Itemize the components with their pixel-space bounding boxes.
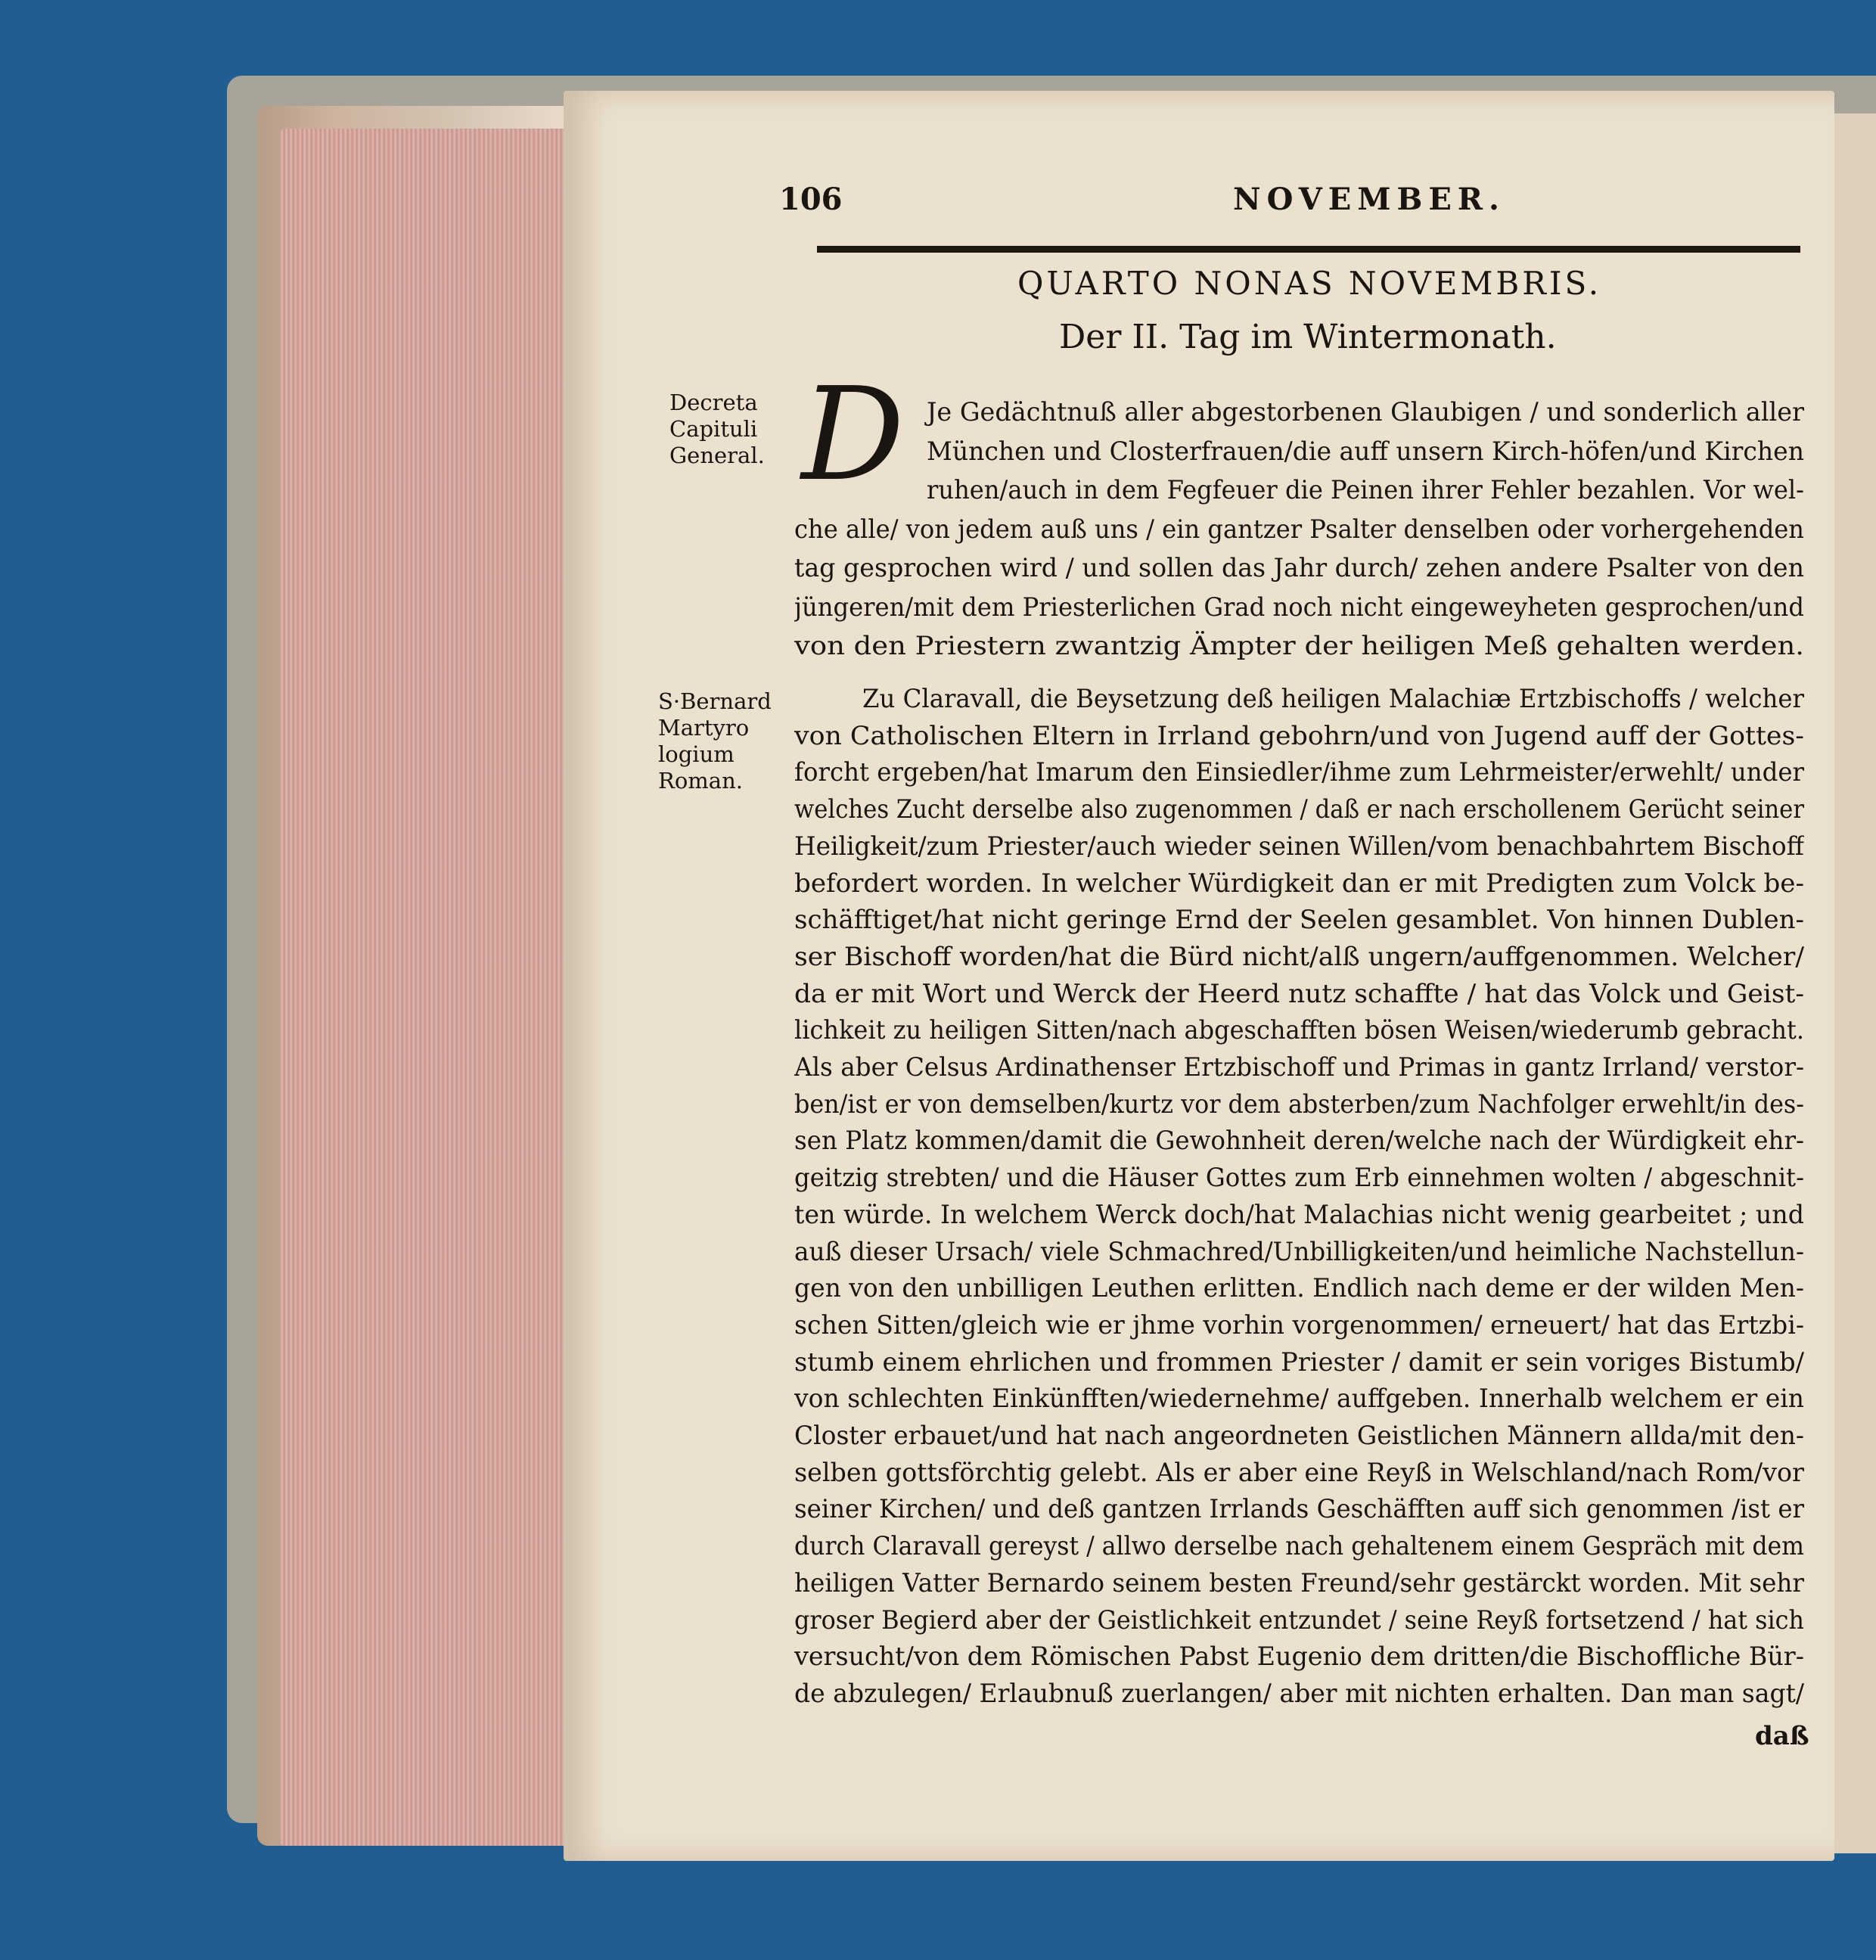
text-line: gen von den unbilligen Leuthen erlitten. Endlich nach deme er der wilden Men- [794, 1273, 1804, 1304]
text-line: lichkeit zu heiligen Sitten/nach abgeschafften bösen Weisen/wiederumb gebracht. [794, 1015, 1804, 1046]
page-header [779, 182, 1815, 227]
paragraph-1 [794, 393, 1804, 666]
text-line: jüngeren/mit dem Priesterlichen Grad noch nicht eingeweyheten gesprochen/und [794, 592, 1804, 623]
text-line: welches Zucht derselbe also zugenommen / daß er nach erschollenem Gerücht seiner [794, 794, 1804, 825]
text-line: seiner Kirchen/ und deß gantzen Irrlands Geschäfften auff sich genommen /ist er [794, 1494, 1804, 1525]
text-line: schen Sitten/gleich wie er jhme vorhin vorgenommen/ erneuert/ hat das Ertzbi- [794, 1309, 1804, 1340]
text-line: versucht/von dem Römischen Pabst Eugenio dem dritten/die Bischoffliche Bür- [794, 1642, 1804, 1673]
text-line: heiligen Vatter Bernardo seinem besten Freund/sehr gestärckt worden. Mit sehr [794, 1567, 1804, 1598]
text-line: stumb einem ehrlichen und frommen Priester / damit er sein voriges Bistumb/ [794, 1347, 1804, 1378]
text-line: schäfftiget/hat nicht geringe Ernd der Seelen gesamblet. Von hinnen Dublen- [794, 905, 1804, 936]
text-line: von den Priestern zwantzig Ämpter der heiligen Meß gehalten werden. [794, 631, 1804, 661]
text-line: forcht ergeben/hat Imarum den Einsiedler/ihme zum Lehrmeister/erwehlt/ under [794, 757, 1804, 788]
text-line: von Catholischen Eltern in Irrland gebohrn/und von Jugend auff der Gottes- [794, 720, 1804, 751]
section-title: QUARTO NONAS NOVEMBRIS. [1017, 265, 1602, 302]
page-number: 106 [779, 182, 843, 217]
text-line: Zu Claravall, die Beysetzung deß heiligen Malachiæ Ertzbischoffs / welcher [862, 684, 1804, 714]
text-line: che alle/ von jedem auß uns / ein gantzer Psalter denselben oder vorhergehenden [794, 514, 1804, 545]
text-line: selben gottsförchtig gelebt. Als er aber eine Reyß in Welschland/nach Rom/vor [794, 1457, 1804, 1488]
text-line: de abzulegen/ Erlaubnuß zuerlangen/ aber mit nichten erhalten. Dan man sagt/ [794, 1678, 1804, 1709]
catchword: daß [1755, 1721, 1809, 1751]
section-subtitle: Der II. Tag im Wintermonath. [1059, 318, 1557, 356]
running-head: NOVEMBER. [1233, 182, 1505, 217]
text-line: Heiligkeit/zum Priester/auch wieder seinen Willen/vom benachbahrtem Bischoff [794, 831, 1804, 862]
margin-note-decreta: Decreta Capituli General. [669, 390, 765, 468]
page-edges [280, 129, 567, 1846]
text-line: befordert worden. In welcher Würdigkeit dan er mit Predigten zum Volck be- [794, 868, 1804, 899]
text-line: von schlechten Einkünfften/wiedernehme/ auffgeben. Innerhalb welchem er ein [794, 1384, 1804, 1415]
text-line: ben/ist er von demselben/kurtz vor dem absterben/zum Nachfolger erwehlt/in des- [794, 1089, 1804, 1120]
right-page-edge [1834, 113, 1876, 1853]
text-line: Closter erbauet/und hat nach angeordneten Geistlichen Männern allda/mit den- [794, 1421, 1804, 1452]
text-line: tag gesprochen wird / und sollen das Jahr durch/ zehen andere Psalter von den [794, 553, 1804, 583]
paragraph-2 [794, 681, 1804, 1713]
text-line: Je Gedächtnuß aller abgestorbenen Glaubigen / und sonderlich aller [927, 397, 1804, 427]
text-line: München und Closterfrauen/die auff unsern Kirch-höfen/und Kirchen [927, 436, 1804, 467]
decorated-initial: D [801, 360, 905, 510]
text-line: geitzig strebten/ und die Häuser Gottes zum Erb einnehmen wolten / abgeschnit- [794, 1163, 1804, 1194]
header-rule [817, 246, 1800, 253]
text-line: sen Platz kommen/damit die Gewohnheit deren/welche nach der Würdigkeit ehr- [794, 1126, 1804, 1157]
text-line: ten würde. In welchem Werck doch/hat Malachias nicht wenig gearbeitet ; und [794, 1199, 1804, 1230]
margin-note-martyrologium: S·Bernard Martyro logium Roman. [658, 688, 772, 794]
text-line: groser Begierd aber der Geistlichkeit entzundet / seine Reyß fortsetzend / hat sich [794, 1604, 1804, 1635]
text-line: durch Claravall gereyst / allwo derselbe nach gehaltenem einem Gespräch mit dem [794, 1531, 1804, 1562]
text-line: da er mit Wort und Werck der Heerd nutz schaffte / hat das Volck und Geist- [794, 978, 1804, 1009]
text-line: ser Bischoff worden/hat die Bürd nicht/alß ungern/auffgenommen. Welcher/ [794, 941, 1804, 972]
text-line: auß dieser Ursach/ viele Schmachred/Unbilligkeiten/und heimliche Nachstellun- [794, 1236, 1804, 1267]
text-line: Als aber Celsus Ardinathenser Ertzbischoff und Primas in gantz Irrland/ verstor- [794, 1052, 1804, 1083]
text-line: ruhen/auch in dem Fegfeuer die Peinen ihrer Fehler bezahlen. Vor wel- [927, 475, 1804, 505]
